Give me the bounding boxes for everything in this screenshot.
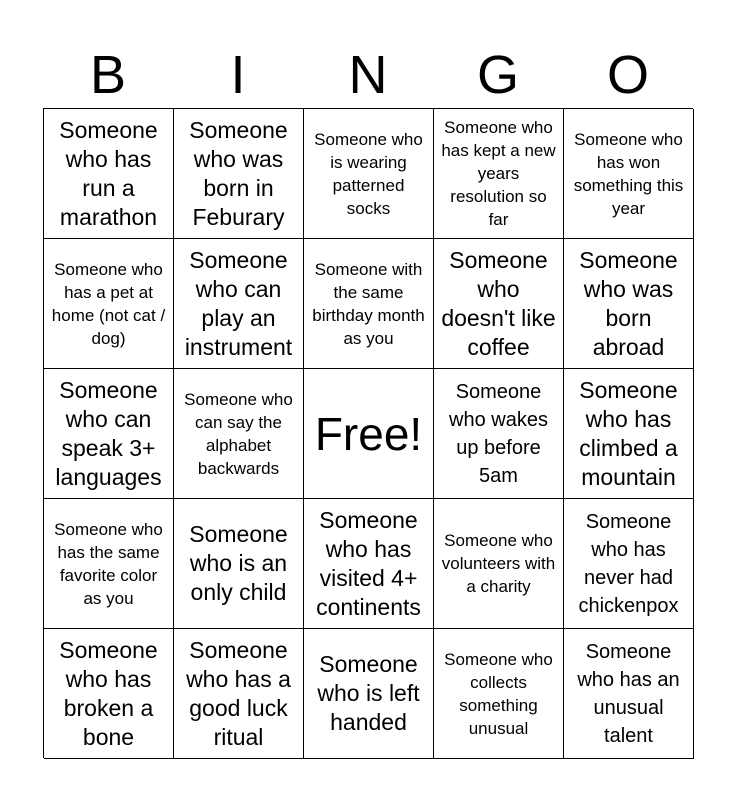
bingo-cell[interactable] <box>304 629 434 759</box>
bingo-cell[interactable] <box>304 109 434 239</box>
free-space-text: Free! <box>314 407 423 460</box>
cell-text: Someone who is left handed <box>317 651 420 735</box>
bingo-cell[interactable] <box>434 369 564 499</box>
bingo-cell[interactable] <box>564 629 694 759</box>
cell-text: Someone who doesn't like coffee <box>441 246 556 360</box>
cell-text: Someone who can play an instrument <box>184 246 293 360</box>
header-letter-n: N <box>348 45 388 105</box>
bingo-cell[interactable] <box>44 239 174 369</box>
cell-text: Someone who has the same favorite color as you <box>54 519 163 608</box>
bingo-cell[interactable] <box>174 239 304 369</box>
cell-text: Someone who has an unusual talent <box>577 640 680 747</box>
cell-text: Someone who was born abroad <box>579 246 678 360</box>
cell-text: Someone who has visited 4+ continents <box>316 506 421 620</box>
bingo-cell[interactable] <box>174 369 304 499</box>
bingo-cell[interactable] <box>174 499 304 629</box>
bingo-cell[interactable] <box>434 629 564 759</box>
bingo-cell[interactable] <box>44 109 174 239</box>
bingo-cell[interactable] <box>434 499 564 629</box>
cell-text: Someone with the same birthday month as you <box>312 259 425 348</box>
header-letter-i: I <box>230 45 246 105</box>
cell-text: Someone who volunteers with a charity <box>441 531 556 596</box>
cell-text: Someone who has never had chickenpox <box>578 510 679 617</box>
bingo-cell[interactable] <box>564 239 694 369</box>
header-letter-o: O <box>606 45 649 105</box>
cell-text: Someone who has broken a bone <box>59 636 158 750</box>
bingo-cell[interactable] <box>304 499 434 629</box>
bingo-cell[interactable] <box>304 239 434 369</box>
bingo-cell[interactable] <box>174 629 304 759</box>
bingo-cell[interactable] <box>564 369 694 499</box>
bingo-cell[interactable] <box>564 499 694 629</box>
bingo-cell[interactable] <box>564 109 694 239</box>
cell-text: Someone who collects something unusual <box>444 649 553 738</box>
cell-text: Someone who can say the alphabet backwards <box>184 389 293 478</box>
cell-text: Someone who can speak 3+ languages <box>55 376 162 490</box>
cell-text: Someone who was born in Feburary <box>189 116 288 230</box>
bingo-cell[interactable] <box>44 499 174 629</box>
cell-text: Someone who has run a marathon <box>59 116 158 230</box>
bingo-grid <box>43 108 693 758</box>
cell-text: Someone who has won something this year <box>573 129 684 218</box>
cell-text: Someone who wakes up before 5am <box>449 380 548 487</box>
bingo-cell[interactable] <box>434 109 564 239</box>
cell-text: Someone who has a good luck ritual <box>186 636 291 750</box>
header-letter-g: G <box>476 45 519 105</box>
bingo-cell[interactable] <box>44 369 174 499</box>
cell-text: Someone who has climbed a mountain <box>579 376 678 490</box>
bingo-header <box>43 44 693 106</box>
bingo-cell[interactable] <box>174 109 304 239</box>
bingo-cell[interactable] <box>44 629 174 759</box>
free-space-cell[interactable] <box>304 369 434 499</box>
bingo-cell[interactable] <box>434 239 564 369</box>
cell-text: Someone who is an only child <box>189 521 288 605</box>
header-letter-b: B <box>89 45 127 105</box>
cell-text: Someone who is wearing patterned socks <box>314 129 423 218</box>
cell-text: Someone who has kept a new years resolution so far <box>441 118 556 229</box>
cell-text: Someone who has a pet at home (not cat / dog) <box>51 259 166 348</box>
